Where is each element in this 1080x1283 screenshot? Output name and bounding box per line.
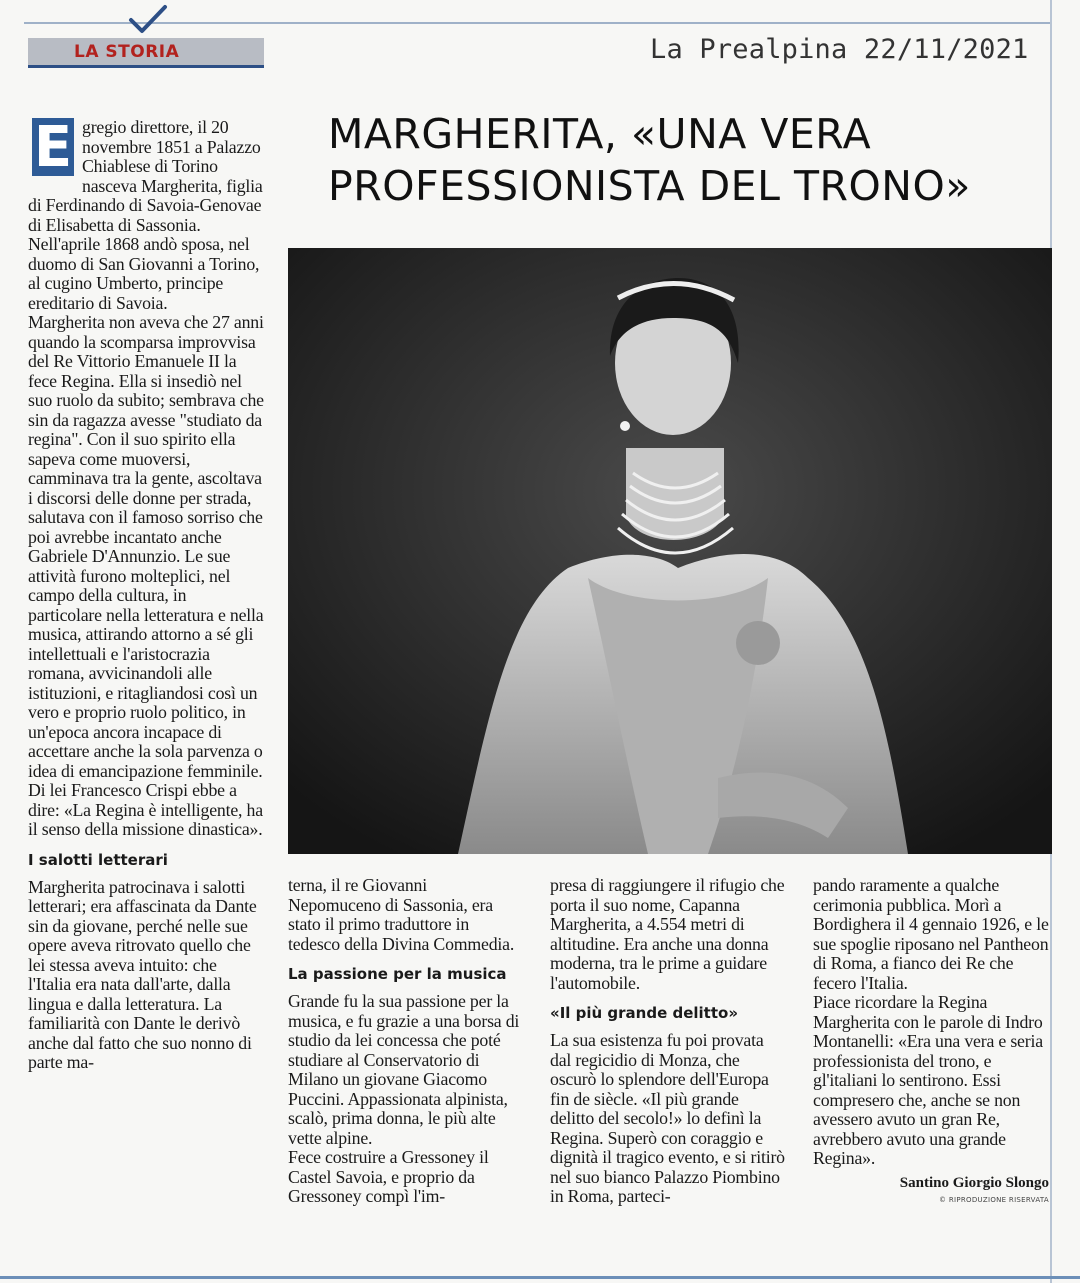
article-paragraph: Margherita non aveva che 27 anni quando la scomparsa improvvisa del Re Vittorio Emanuele II la fece Regina. Ella si insediò nel suo ruolo da subito; sembrava che sin da ragazza avesse "studiato da regina". Con il suo spirito ella sapeva come muoversi, camminava tra la gente, ascoltava i discorsi delle donne per strada, salutava con il famoso sorriso che poi avrebbe incantato anche Gabriele D'Annunzio. Le sue attività furono molteplici, nel campo della cultura, in particolare nella letteratura e nella musica, attirando attorno a sé gli intellettuali e l'aristocrazia romana, avvicinandoli alle istituzioni, e ritagliandosi così un vero e proprio ruolo politico, in un'epoca ancora incapace di accettare anche la sola parvenza o idea di emancipazione femminile. Di lei Francesco Crispi ebbe a dire: «La Regina è intelligente, ha il senso della missione dinastica». <box>28 312 264 839</box>
headline-line-2: PROFESSIONISTA DEL TRONO» <box>328 162 971 210</box>
author-signature: Santino Giorgio Slongo <box>899 1174 1049 1191</box>
article-paragraph: terna, il re Giovanni Nepomuceno di Sassonia, era stato il primo traduttore in tedesco della Divina Commedia. <box>288 875 515 954</box>
copyright-note: © RIPRODUZIONE RISERVATA <box>939 1195 1049 1204</box>
article-paragraph: La sua esistenza fu poi provata dal regicidio di Monza, che oscurò lo splendore dell'Europa fin de siècle. «Il più grande delitto del secolo!» lo definì la Regina. Superò con coraggio e dignità il tragico evento, e si ritirò nel suo bianco Palazzo Piombino in Roma, parteci- <box>550 1030 785 1206</box>
article-column-4 <box>813 876 1049 1204</box>
headline-line-1: MARGHERITA, «UNA VERA <box>328 110 872 158</box>
article-paragraph: Piace ricordare la Regina Margherita con le parole di Indro Montanelli: «Era una vera e seria professionista del trono, e gl'italiani lo sentirono. Essi compresero che, anche se non avessero avuto un gran Re, avrebbero avuto una grande Regina». <box>813 992 1043 1168</box>
section-subheading: «Il più grande delitto» <box>550 1004 739 1022</box>
section-label: LA STORIA <box>28 38 264 68</box>
section-subheading: La passione per la musica <box>288 965 507 983</box>
article-column-3 <box>550 876 786 1207</box>
article-column-1 <box>28 115 264 1073</box>
headline <box>328 108 1048 212</box>
article-paragraph: Grande fu la sua passione per la musica, e fu grazie a una borsa di studio da lei concessa che poté studiare al Conservatorio di Milano un giovane Giacomo Puccini. Appassionata alpinista, scalò, prima donna, le più alte vette alpine. <box>288 991 520 1148</box>
check-mark-icon <box>128 4 168 36</box>
article-paragraph: gregio direttore, il 20 novembre 1851 a Palazzo Chiablese di Torino nasceva Margherita, figlia di Ferdinando di Savoia-Genovae di Elisabetta di Sassonia. Nell'aprile 1868 andò sposa, nel duomo di San Giovanni a Torino, al cugino Umberto, principe ereditario di Savoia. <box>28 117 263 313</box>
drop-cap: E <box>33 115 73 180</box>
portrait-photo-icon <box>288 248 1052 854</box>
source-caption: La Prealpina 22/11/2021 <box>650 34 1029 65</box>
article-paragraph: Fece costruire a Gressoney il Castel Savoia, e proprio da Gressoney compì l'im- <box>288 1147 489 1206</box>
article-paragraph: pando raramente a qualche cerimonia pubblica. Morì a Bordighera il 4 gennaio 1926, e le sue spoglie riposano nel Pantheon di Roma, a fianco dei Re che fecero l'Italia. <box>813 875 1049 993</box>
top-rule <box>24 22 1050 24</box>
article-paragraph: presa di raggiungere il rifugio che porta il suo nome, Capanna Margherita, a 4.554 metri di altitudine. Era anche una donna moderna, tra le prime a guidare l'automobile. <box>550 875 785 993</box>
bottom-rule <box>0 1276 1080 1279</box>
section-subheading: I salotti letterari <box>28 850 168 869</box>
article-column-2 <box>288 876 524 1207</box>
article-paragraph: Margherita patrocinava i salotti letterari; era affascinata da Dante sin da giovane, perché nelle sue opere aveva ritrovato quello che lei stessa aveva intuito: che l'Italia era nata dall'arte, dalla lingua e dalla letteratura. La familiarità con Dante le derivò anche dal fatto che suo nonno di parte ma- <box>28 876 257 1072</box>
